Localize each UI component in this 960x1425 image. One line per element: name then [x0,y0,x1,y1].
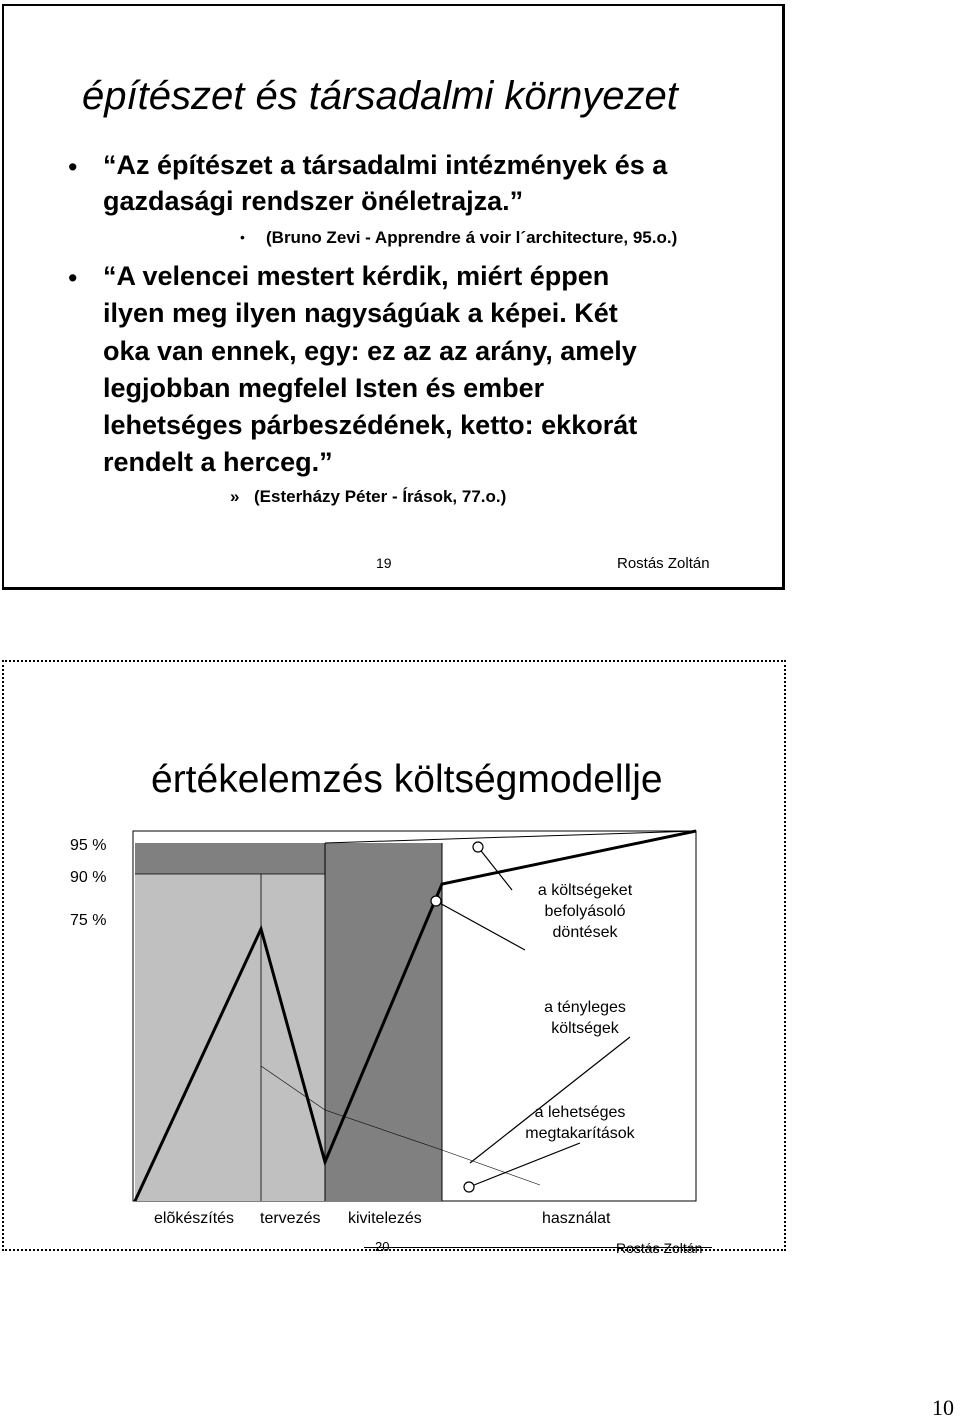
slide-title: értékelemzés költségmodellje [151,758,663,801]
bar-top-dark [135,843,325,874]
y-label-95: 95 % [70,837,107,854]
pointer-line [470,1037,630,1163]
sub-bullet-dot: • [240,229,245,245]
pointer-marker [473,842,483,852]
sub-bullet-marker: » [230,487,240,506]
bullet-dot: • [68,263,78,293]
phase-preparation: elõkészítés [154,1210,235,1227]
label-cost-decisions: a költségeket befolyásoló döntések [537,882,633,941]
quote-esterhazy-line5: lehetséges párbeszédének, ketto: ekkorát [103,410,638,440]
bullet-dot: • [68,152,78,182]
quote-esterhazy-line2: ilyen meg ilyen nagyságúak a képei. Két [103,298,618,328]
source-zevi: (Bruno Zevi - Apprendre á voir l´architecture, 95.o.) [266,228,678,247]
pointer-line [469,1143,580,1187]
phase-design: tervezés [260,1210,321,1227]
phase-construction: kivitelezés [348,1210,422,1227]
footer-rule [364,1247,712,1248]
y-label-75: 75 % [70,912,107,929]
page-number: 10 [932,1395,954,1420]
label-actual-costs: a tényleges költségek [544,999,626,1037]
quote-esterhazy-line6: rendelt a herceg.” [103,447,333,477]
pointer-line [436,901,525,950]
slide-page-number: 19 [376,555,392,571]
pointer-marker [464,1182,474,1192]
slide-author: Rostás Zoltán [616,1240,703,1256]
phase-use: használat [542,1210,611,1227]
slide-author: Rostás Zoltán [617,555,710,572]
quote-zevi-line2: gazdasági rendszer önéletrajza.” [103,186,524,216]
quote-esterhazy-line1: “A velencei mestert kérdik, miért éppen [103,261,610,291]
slide-page-number: 20 [375,1239,390,1254]
label-possible-savings: a lehetséges megtakarítások [525,1104,635,1142]
region-preparation-design [135,874,325,1201]
quote-zevi-line1: “Az építészet a társadalmi intézmények és a [103,150,668,180]
pointer-marker [431,896,441,906]
y-label-90: 90 % [70,869,107,886]
quote-esterhazy-line3: oka van ennek, egy: ez az az arány, amely [103,336,637,366]
quote-esterhazy-line4: legjobban megfelel Isten és ember [103,373,545,403]
slide-title: építészet és társadalmi környezet [82,74,678,118]
source-esterhazy: (Esterházy Péter - Írások, 77.o.) [254,487,507,506]
pointer-line [478,847,512,890]
